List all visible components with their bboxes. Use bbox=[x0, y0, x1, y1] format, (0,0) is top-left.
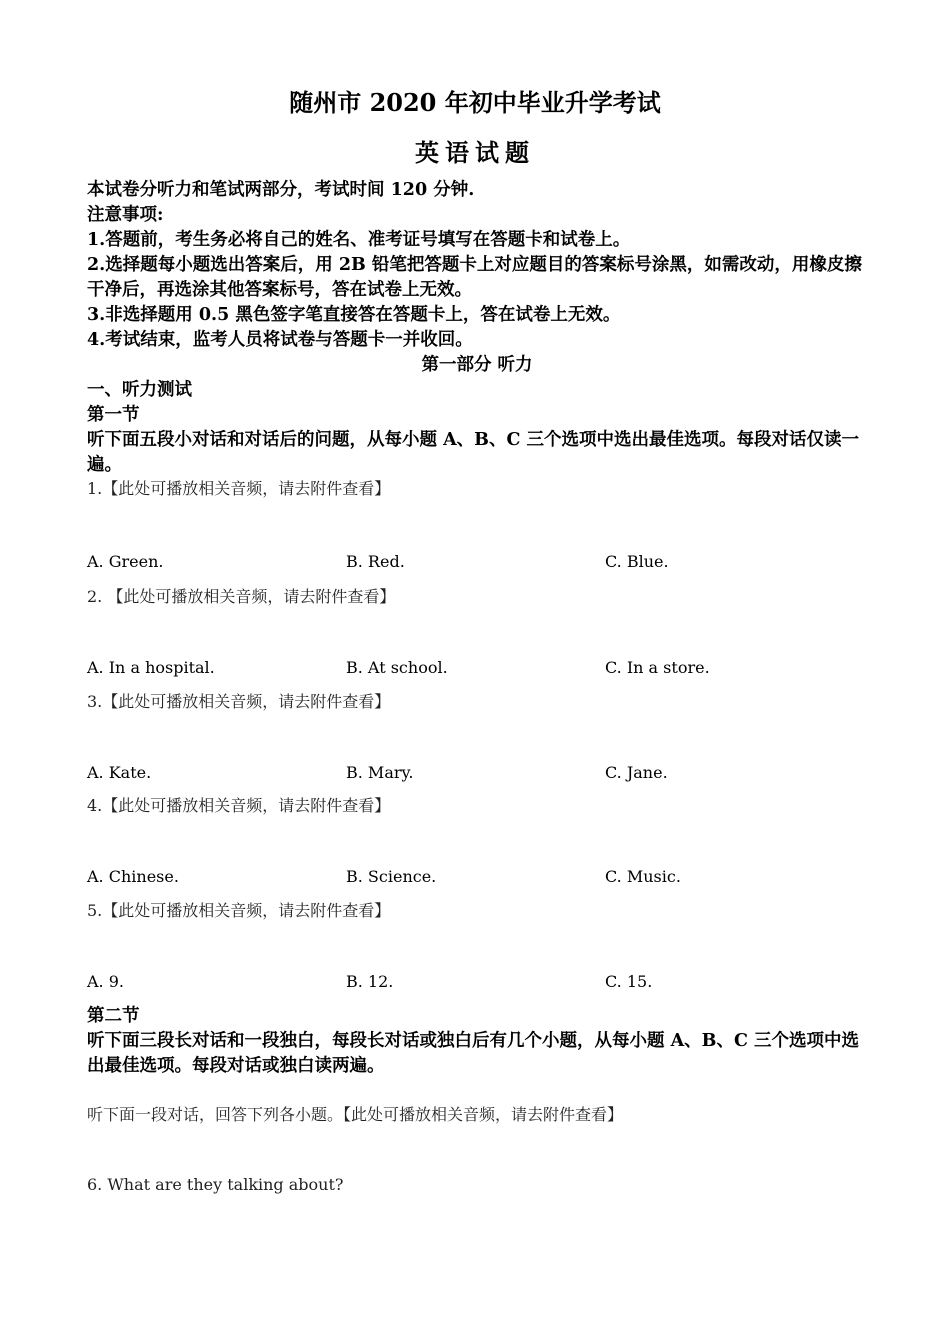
option-a: A. In a hospital. bbox=[87, 658, 215, 677]
option-a: A. Green. bbox=[87, 552, 164, 571]
question-1-prompt: 1.【此处可播放相关音频，请去附件查看】 bbox=[87, 479, 391, 498]
option-b: B. Red. bbox=[346, 552, 405, 571]
listening-prompt: 听下面一段对话，回答下列各小题。【此处可播放相关音频，请去附件查看】 bbox=[87, 1105, 624, 1124]
exam-info: 本试卷分听力和笔试两部分，考试时间 120 分钟. bbox=[87, 180, 475, 200]
note-1: 1.答题前，考生务必将自己的姓名、准考证号填写在答题卡和试卷上。 bbox=[87, 230, 631, 250]
question-2-prompt: 2. 【此处可播放相关音频，请去附件查看】 bbox=[87, 587, 396, 606]
subsection-2-heading: 第二节 bbox=[87, 1006, 140, 1026]
question-5-prompt: 5.【此处可播放相关音频，请去附件查看】 bbox=[87, 901, 391, 920]
part-heading: 第一部分 听力 bbox=[421, 355, 533, 375]
notice-heading: 注意事项: bbox=[87, 205, 164, 225]
option-c: C. 15. bbox=[605, 972, 653, 991]
subsection-2-instruction: 听下面三段长对话和一段独白，每段长对话或独白后有几个小题，从每小题 A、B、C 三个选项中选出最佳选项。每段对话或独白读两遍。 bbox=[87, 1031, 859, 1076]
exam-subtitle: 英语试题 bbox=[415, 138, 535, 167]
subsection-1-heading: 第一节 bbox=[87, 405, 140, 425]
option-b: B. Science. bbox=[346, 867, 437, 886]
option-a: A. Chinese. bbox=[87, 867, 179, 886]
section-2-block bbox=[87, 1004, 867, 1079]
exam-title: 随州市 2020 年初中毕业升学考试 bbox=[289, 88, 661, 117]
intro-block bbox=[87, 178, 867, 478]
option-b: B. Mary. bbox=[346, 763, 414, 782]
option-c: C. Music. bbox=[605, 867, 681, 886]
option-c: C. Jane. bbox=[605, 763, 668, 782]
option-a: A. Kate. bbox=[87, 763, 152, 782]
question-4-prompt: 4.【此处可播放相关音频，请去附件查看】 bbox=[87, 796, 391, 815]
question-6-prompt: 6. What are they talking about? bbox=[87, 1175, 344, 1194]
option-c: C. In a store. bbox=[605, 658, 710, 677]
option-b: B. 12. bbox=[346, 972, 394, 991]
question-3-prompt: 3.【此处可播放相关音频，请去附件查看】 bbox=[87, 692, 391, 711]
option-b: B. At school. bbox=[346, 658, 448, 677]
subsection-1-instruction: 听下面五段小对话和对话后的问题，从每小题 A、B、C 三个选项中选出最佳选项。每段对话仅读一遍。 bbox=[87, 430, 859, 475]
option-a: A. 9. bbox=[87, 972, 124, 991]
note-3: 3.非选择题用 0.5 黑色签字笔直接答在答题卡上，答在试卷上无效。 bbox=[87, 305, 621, 325]
note-4: 4.考试结束，监考人员将试卷与答题卡一并收回。 bbox=[87, 330, 473, 350]
note-2: 2.选择题每小题选出答案后，用 2B 铅笔把答题卡上对应题目的答案标号涂黑，如需改动，用橡皮擦干净后，再选涂其他答案标号，答在试卷上无效。 bbox=[87, 255, 862, 300]
option-c: C. Blue. bbox=[605, 552, 669, 571]
section-heading: 一、听力测试 bbox=[87, 380, 192, 400]
